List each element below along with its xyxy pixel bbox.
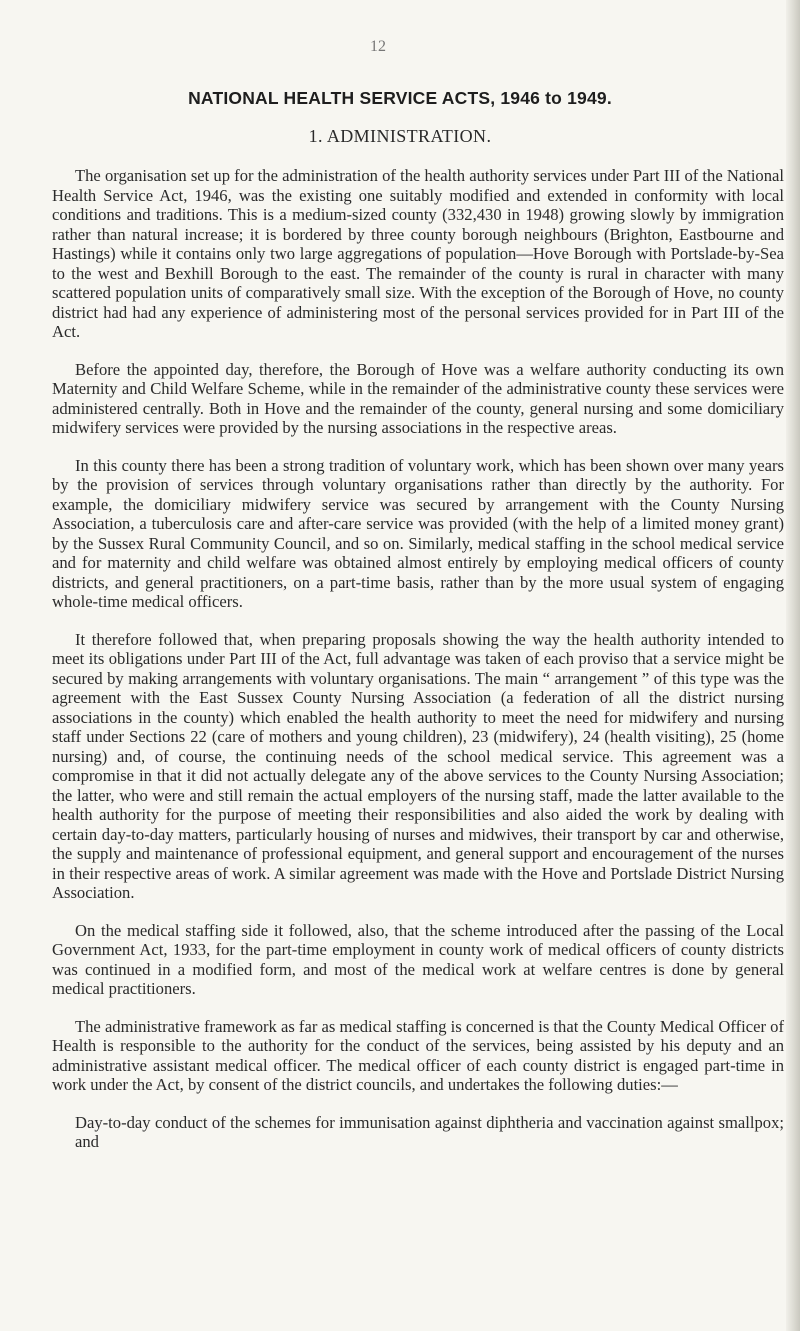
paragraph-nursing-arrangements: It therefore followed that, when preparing proposals showing the way the health authority intended to meet its obligations under Part III of the Act, full advantage was taken of each proviso that a service might be secured by making arrangements with voluntary organisations. The main “ arrangement ” of this type was the agreement with the East Sussex County Nursing Association (a federation of all the district nursing associations in the county) which enabled the health authority to meet the need for midwifery and nursing staff under Sections 22 (care of mothers and young children), 23 (midwifery), 24 (health visiting), 25 (home nursing) and, of course, the continuing needs of the school medical service. This agreement was a compromise in that it did not actually delegate any of the above services to the County Nursing Association; the latter, who were and still remain the actual employers of the nursing staff, made the latter available to the health authority for the purpose of meeting their responsibilities and also aided the work by dealing with certain day-to-day matters, particularly housing of nurses and midwives, their transport by car and otherwise, the supply and maintenance of professional equipment, and general support and encouragement of the nurses in their respective areas of work. A similar agreement was made with the Hove and Portslade District Nursing Association. xyxy=(52,629,784,902)
paragraph-appointed-day: Before the appointed day, therefore, the Borough of Hove was a welfare authority conducting its own Maternity and Child Welfare Scheme, while in the remainder of the administrative county these services were administered centrally. Both in Hove and the remainder of the county, general nursing and some domiciliary midwifery services were provided by the nursing associations in the respective areas. xyxy=(52,359,784,437)
body-text xyxy=(52,166,784,1170)
paragraph-organisation: The organisation set up for the administration of the health authority services under Part III of the National Health Service Act, 1946, was the existing one suitably modified and extended in conformity with local conditions and traditions. This is a medium-sized county (332,430 in 1948) growing slowly by immigration rather than natural increase; it is bordered by three county borough neighbours (Brighton, Eastbourne and Hastings) while it contains only two large aggregations of population—Hove Borough with Portslade-by-Sea to the west and Bexhill Borough to the east. The remainder of the county is rural in character with many scattered population units of comparatively small size. With the exception of the Borough of Hove, no county district had had any experience of administering most of the personal services provided for in Part III of the Act. xyxy=(52,166,784,341)
paragraph-administrative-framework: The administrative framework as far as medical staffing is concerned is that the County Medical Officer of Health is responsible to the authority for the conduct of the services, being assisted by his deputy and an administrative assistant medical officer. The medical officer of each county district is engaged part-time in work under the Act, by consent of the district councils, and undertakes the following duties:— xyxy=(52,1016,784,1094)
paragraph-medical-staffing: On the medical staffing side it followed, also, that the scheme introduced after the passing of the Local Government Act, 1933, for the part-time employment in county work of medical officers of county districts was continued in a modified form, and most of the medical work at welfare centres is done by general medical practitioners. xyxy=(52,920,784,998)
section-heading: 1. ADMINISTRATION. xyxy=(308,126,492,146)
page-number: 12 xyxy=(370,38,386,55)
paragraph-duties-item: Day-to-day conduct of the schemes for immunisation against diphtheria and vaccination against smallpox; and xyxy=(75,1112,784,1151)
paragraph-voluntary-tradition: In this county there has been a strong tradition of voluntary work, which has been shown over many years by the provision of services through voluntary organisations rather than directly by the authority. For example, the domiciliary midwifery service was secured by arrangement with the County Nursing Association, a tuberculosis care and after-care service was provided (with the help of a limited money grant) by the Sussex Rural Community Council, and so on. Similarly, medical staffing in the school medical service and for maternity and child welfare was obtained almost entirely by employing medical officers of county districts, and general practitioners, on a part-time basis, rather than by the more usual system of engaging whole-time medical officers. xyxy=(52,455,784,611)
act-title: NATIONAL HEALTH SERVICE ACTS, 1946 to 1949. xyxy=(188,88,612,108)
page-edge-shadow xyxy=(786,0,800,1331)
